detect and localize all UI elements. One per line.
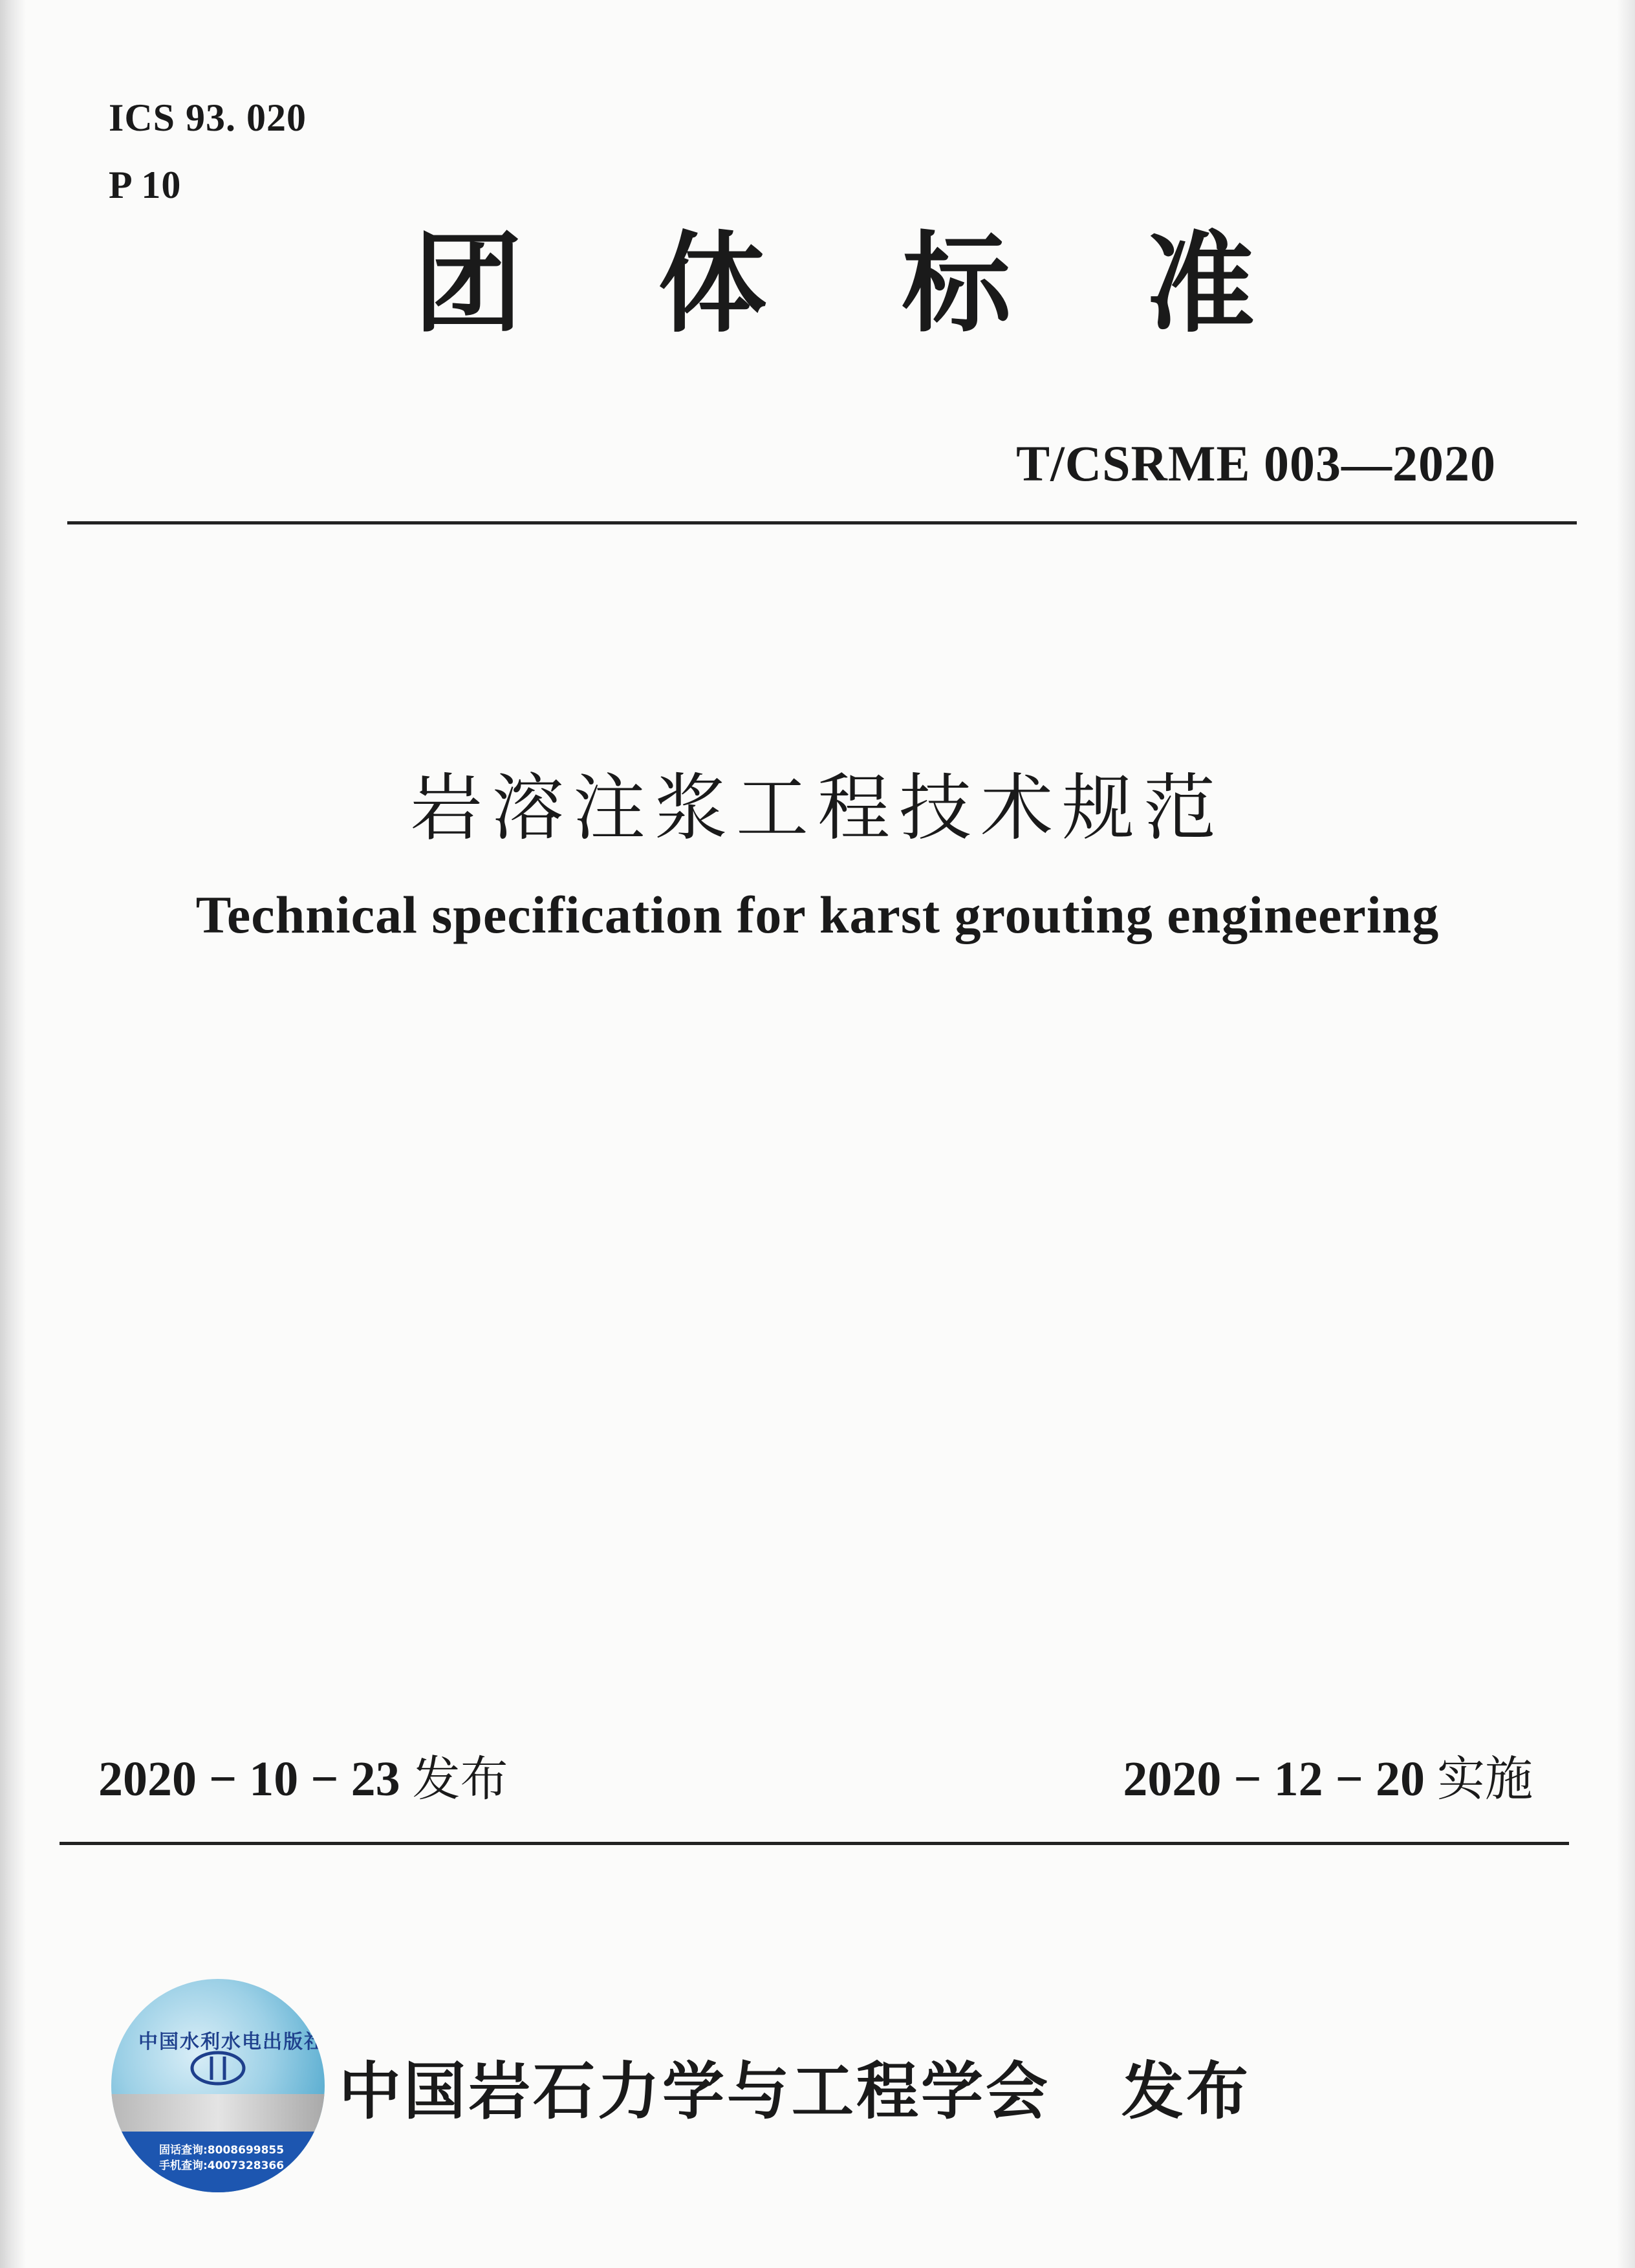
- issue-date-line: [98, 1741, 508, 1809]
- standard-type-char-1: 团: [414, 221, 523, 347]
- title-chinese: 岩溶注浆工程技术规范: [410, 766, 1225, 850]
- top-divider: [67, 521, 1577, 524]
- implementation-date-line: [1123, 1741, 1533, 1809]
- seal-scratch-band: [111, 2094, 325, 2132]
- implementation-label: 实施: [1437, 1751, 1533, 1807]
- seal-mobile-query: 手机查询:4007328366: [159, 2159, 285, 2172]
- standard-type-char-3: 标: [902, 221, 1011, 347]
- standard-type-heading: [414, 221, 1255, 347]
- standard-type-char-2: 体: [658, 221, 767, 347]
- ics-code: ICS 93. 020: [109, 96, 307, 139]
- publisher-name: 中国岩石力学与工程学会: [339, 2055, 1050, 2128]
- scan-right-edge: [1617, 0, 1635, 2268]
- publisher-line: [339, 2042, 1251, 2131]
- seal-landline-query: 固话查询:8008699855: [159, 2144, 285, 2157]
- publish-label: 发布: [1121, 2055, 1251, 2128]
- implementation-date: 2020 − 12 − 20: [1123, 1752, 1425, 1806]
- publisher-logo-icon: [189, 2049, 247, 2088]
- scan-left-edge: [0, 0, 26, 2268]
- issue-label: 发布: [412, 1751, 508, 1807]
- issue-date: 2020 − 10 − 23: [98, 1752, 400, 1806]
- ccs-code: P 10: [109, 164, 182, 206]
- title-english: Technical specification for karst grouting engineering: [195, 885, 1440, 944]
- standard-type-char-4: 准: [1145, 221, 1255, 347]
- bottom-divider: [60, 1842, 1569, 1845]
- standard-number: T/CSRME 003—2020: [1016, 435, 1496, 491]
- seal-top-text: 中国水利水电出版社: [138, 2031, 325, 2053]
- anti-counterfeit-seal: [111, 1979, 325, 2192]
